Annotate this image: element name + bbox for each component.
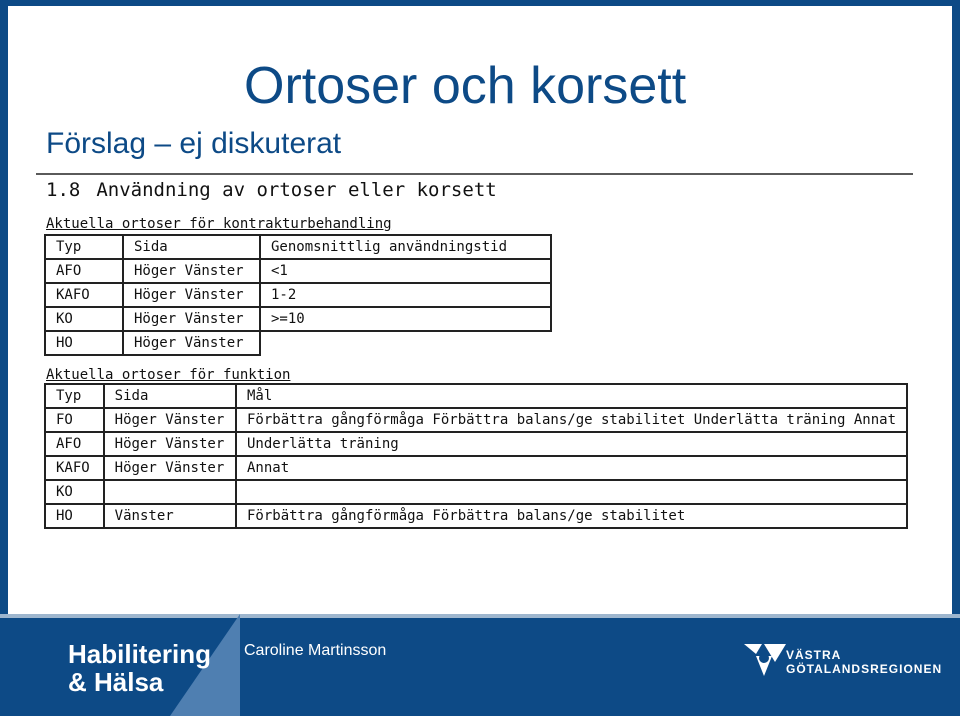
table-cell: Underlätta träning [236,432,907,456]
logo-triangle-left [744,644,762,654]
table-cell: Höger Vänster [104,456,236,480]
document-content [36,175,913,537]
table-cell: Höger Vänster [104,408,236,432]
table-cell: HO [45,331,123,355]
header-cell: Sida [123,235,260,259]
table-cell [104,480,236,504]
table-cell: Höger Vänster [123,307,260,331]
table-row [45,259,551,283]
table-cell: KAFO [45,456,104,480]
table-cell: Förbättra gångförmåga Förbättra balans/ge stabilitet Underlätta träning Annat [236,408,907,432]
header-cell: Mål [236,384,907,408]
table-header-row [45,384,907,408]
table-row [45,504,907,528]
habilitering-logo-line2: & Hälsa [68,667,164,697]
table-row [45,456,907,480]
vastra-gotalandsregionen-logo-icon [742,640,790,680]
table1-heading: Aktuella ortoser för kontrakturbehandling [46,216,392,232]
document-screenshot [36,173,913,549]
right-border [952,0,960,614]
header-cell: Sida [104,384,236,408]
slide-title: Ortoser och korsett [244,57,687,115]
table-row [45,307,551,331]
table-cell [260,331,551,355]
table-cell: >=10 [260,307,551,331]
section-title: Användning av ortoser eller korsett [96,179,497,201]
document-bottom-strip [36,537,913,549]
table2-heading: Aktuella ortoser för funktion [46,367,291,383]
header-cell: Genomsnittlig användningstid [260,235,551,259]
table-row [45,432,907,456]
logo-center-dot [759,653,769,663]
section-heading [46,179,497,201]
table-header-row [45,235,551,259]
header-cell: Typ [45,235,123,259]
table-row [45,480,907,504]
author-name: Caroline Martinsson [244,642,387,659]
table-cell: Vänster [104,504,236,528]
table-contracture-orthoses [44,234,552,356]
footer-divider [0,614,960,618]
table-cell: HO [45,504,104,528]
slide-subtitle: Förslag – ej diskuterat [46,127,342,160]
table-function-orthoses [44,383,908,529]
region-name-line2: GÖTALANDSREGIONEN [786,662,943,676]
table-cell: Förbättra gångförmåga Förbättra balans/ge stabilitet [236,504,907,528]
table-cell: KAFO [45,283,123,307]
table-row [45,283,551,307]
table-cell: Höger Vänster [123,331,260,355]
top-border [0,0,960,6]
table-cell: FO [45,408,104,432]
table-cell: <1 [260,259,551,283]
table-cell: AFO [45,432,104,456]
section-number: 1.8 [46,179,81,201]
left-border [0,0,8,614]
table-cell: Annat [236,456,907,480]
table-cell: KO [45,480,104,504]
header-cell: Typ [45,384,104,408]
region-name-line1: VÄSTRA [786,648,842,662]
habilitering-logo-line1: Habilitering [68,639,212,669]
table-cell: Höger Vänster [123,259,260,283]
table-cell: AFO [45,259,123,283]
table-row [45,331,551,355]
table-row [45,408,907,432]
table-cell: KO [45,307,123,331]
table-cell: Höger Vänster [104,432,236,456]
table-cell: 1-2 [260,283,551,307]
table-cell: Höger Vänster [123,283,260,307]
table-cell [236,480,907,504]
